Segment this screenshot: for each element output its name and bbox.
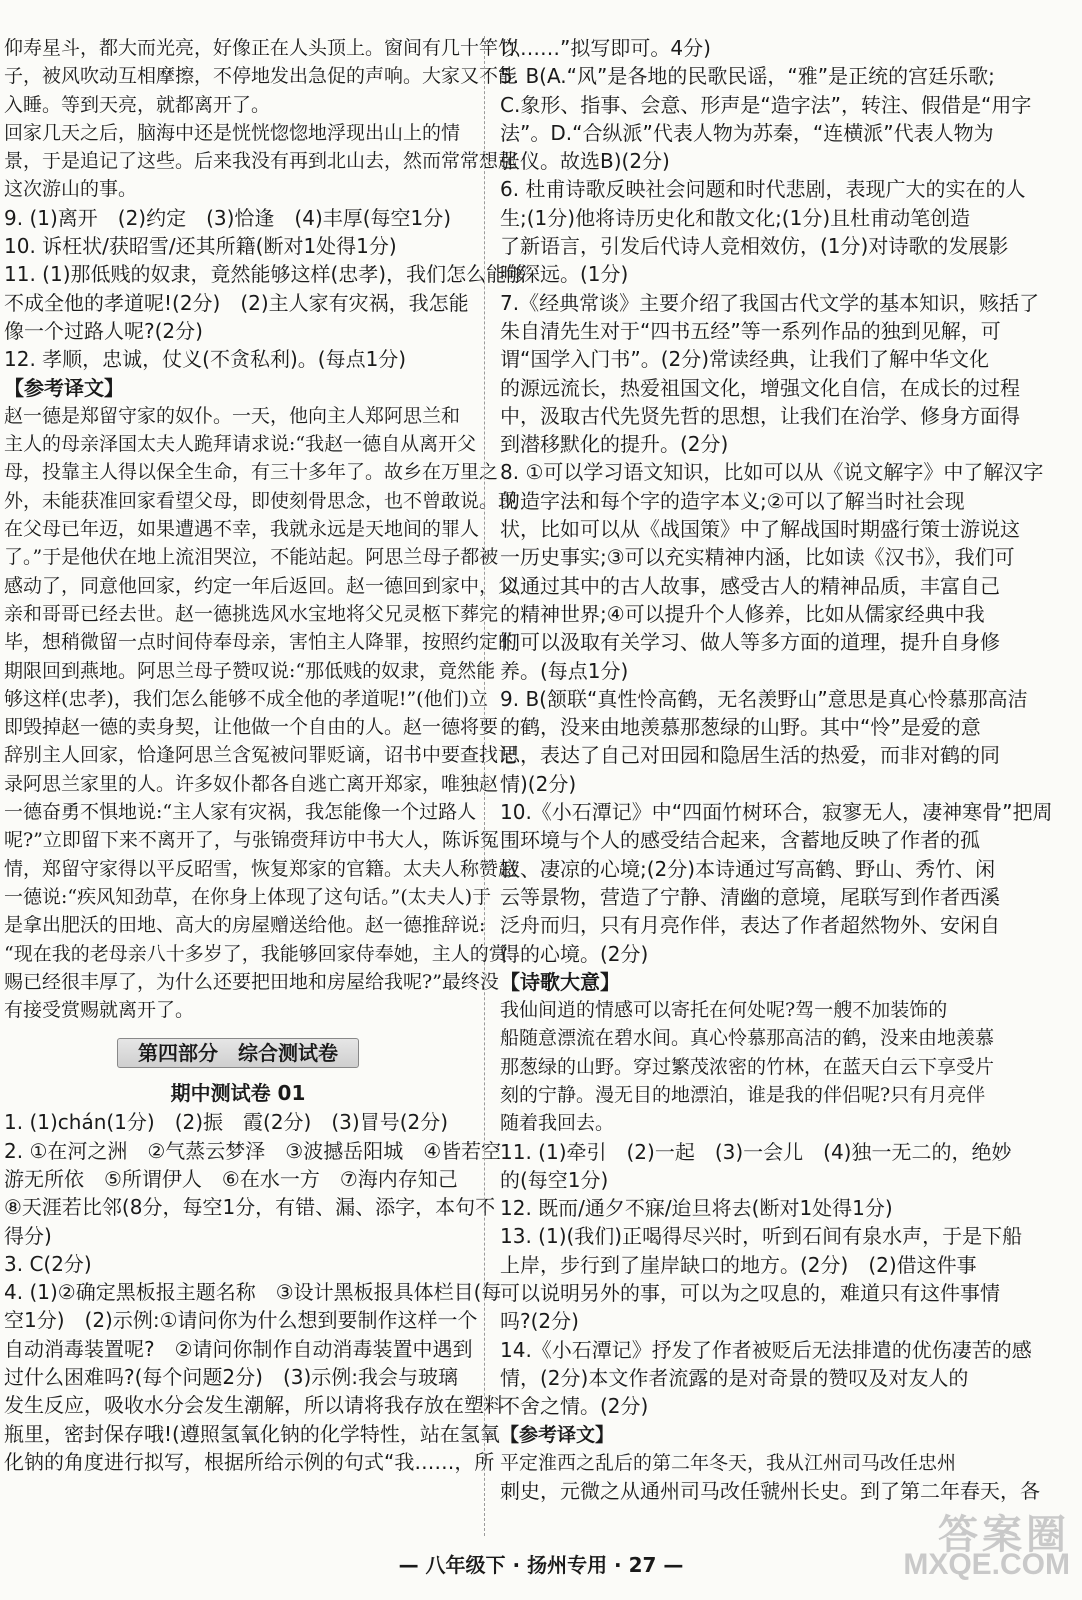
text-line: 14.《小石潭记》抒发了作者被贬后无法排遣的优伤凄苦的感 <box>500 1337 1032 1362</box>
text-line: 的造字法和每个字的造字本义;②可以了解当时社会现 <box>500 488 965 513</box>
text-line: C.象形、指事、会意、形声是“造字法”，转注、假借是“用字 <box>500 92 1032 117</box>
text-line: 的(每空1分) <box>500 1167 609 1192</box>
text-line: 到潜移默化的提升。(2分) <box>500 432 729 457</box>
text-line: 的鹤，没来由地羡慕那葱绿的山野。其中“怜”是爱的意 <box>500 715 981 740</box>
text-line: 我仙间逍的情感可以寄托在何处呢?驾一艘不加装饰的 <box>500 999 948 1022</box>
text-line: 寂、凄凉的心境;(2分)本诗通过写高鹤、野山、秀竹、闲 <box>500 856 996 881</box>
text-line: 11. (1)牵引 (2)一起 (3)一会儿 (4)独一无二的，绝妙 <box>500 1139 1012 1164</box>
text-line: 状，比如可以从《战国策》中了解战国时期盛行策士游说这 <box>500 517 1020 542</box>
text-line: 辞别主人回家，恰逢阿思兰含冤被问罪贬谪，诏书中要查找记 <box>4 744 518 767</box>
text-line: 张仪。故选B)(2分) <box>500 149 670 174</box>
text-line: 6. 杜甫诗歌反映社会问题和时代悲剧，表现广大的实在的人 <box>500 177 1026 202</box>
text-line: 的精神世界;④可以提升个人修养，比如从儒家经典中我 <box>500 601 985 626</box>
text-line: 以通过其中的古人故事，感受古人的精神品质，丰富自己 <box>500 573 1000 598</box>
text-line: 情，(2分)本文作者流露的是对奇景的赞叹及对友人的 <box>500 1365 969 1390</box>
text-line: 10.《小石潭记》中“四面竹树环合，寂寥无人，凄神寒骨”把周 <box>500 800 1053 825</box>
text-line: 一历史事实;③可以充实精神内涵，比如读《汉书》，我们可 <box>500 545 1015 570</box>
text-line: 瓶里，密封保存哦!(遵照氢氧化钠的化学特性，站在氢氧 <box>4 1421 500 1446</box>
text-line: 感动了，同意他回家，约定一年后返回。赵一德回到家中，父 <box>4 574 518 597</box>
text-line: 在父母已年迈，如果遭遇不幸，我就永远是天地间的罪人 <box>4 518 480 541</box>
text-line: 云等景物，营造了宁静、清幽的意境，尾联写到作者西溪 <box>500 884 1000 909</box>
text-line: 11. (1)那低贱的奴隶，竟然能够这样(忠孝)，我们怎么能够 <box>4 262 527 287</box>
text-line: 这次游山的事。 <box>4 178 138 201</box>
section-banner: 第四部分 综合测试卷 <box>117 1038 359 1068</box>
text-line: 一德说:“疾风知劲草，在你身上体现了这句话。”(太夫人)于 <box>4 885 492 908</box>
text-line: 赐已经很丰厚了，为什么还要把田地和房屋给我呢?”最终没 <box>4 970 499 993</box>
text-line: 刻的宁静。漫无目的地漂泊，谁是我的伴侣呢?只有月亮伴 <box>500 1083 986 1106</box>
watermark-url: MXQE.COM <box>903 1548 1070 1581</box>
text-line: 法”。D.“合纵派”代表人物为苏秦，“连横派”代表人物为 <box>500 120 994 145</box>
text-line: 过什么困难吗?(每个问题2分) (3)示例:我会与玻璃 <box>4 1365 459 1390</box>
page-footer: — 八年级下 · 扬州专用 · 27 — <box>398 1553 684 1577</box>
text-line: 谓“国学入门书”。(2分)常读经典，让我们了解中华文化 <box>500 347 990 372</box>
text-line: 毕，想稍微留一点时间侍奉母亲，害怕主人降罪，按照约定的 <box>4 631 518 654</box>
text-line: 够这样(忠孝)，我们怎么能够不成全他的孝道呢!”(他们)立 <box>4 687 489 710</box>
text-line: 亲和哥哥已经去世。赵一德挑选风水宝地将父兄灵柩下葬完 <box>4 602 499 625</box>
text-line: 是拿出肥沃的田地、高大的房屋赠送给他。赵一德推辞说: <box>4 914 486 937</box>
text-line: 情)(2分) <box>500 771 577 796</box>
text-line: 8. ①可以学习语文知识，比如可以从《说文解字》中了解汉字 <box>500 460 1044 485</box>
text-line: 自动消毒装置呢? ②请问你制作自动消毒装置中遇到 <box>4 1336 473 1361</box>
text-line: 生;(1分)他将诗历史化和散文化;(1分)且杜甫动笔创造 <box>500 205 971 230</box>
text-line: 录阿思兰家里的人。许多奴仆都各自逃亡离开郑家，唯独赵 <box>4 772 499 795</box>
text-line: 随着我回去。 <box>500 1112 615 1135</box>
text-line: 中，汲取古代先贤先哲的思想，让我们在治学、修身方面得 <box>500 403 1020 428</box>
text-line: 游无所依 ⑤所谓伊人 ⑥在水一方 ⑦海内存知己 <box>4 1166 458 1191</box>
text-line: 得分) <box>4 1223 52 1248</box>
text-line: 思，表达了自己对田园和隐居生活的热爱，而非对鹤的同 <box>500 743 1000 768</box>
section-heading: 【参考译文】 <box>4 375 124 400</box>
text-line: 可以说明另外的事，可以为之叹息的，难道只有这件事情 <box>500 1281 1000 1306</box>
text-line: 那葱绿的山野。穿过繁茂浓密的竹林，在蓝天白云下享受片 <box>500 1055 995 1078</box>
text-line: 12. 既而/通夕不寐/迨旦将去(断对1处得1分) <box>500 1196 893 1221</box>
text-line: 化钠的角度进行拟写，根据所给示例的句式“我……，所 <box>4 1449 495 1474</box>
text-line: 不舍之情。(2分) <box>500 1394 649 1419</box>
section-heading: 【参考译文】 <box>500 1423 615 1446</box>
text-line: 泛舟而归，只有月亮作伴，表达了作者超然物外、安闲自 <box>500 913 1000 938</box>
text-line: 刺史，元微之从通州司马改任虢州长史。到了第二年春天，各 <box>500 1479 1040 1504</box>
text-line: 1. (1)chán(1分) (2)振 霞(2分) (3)冒号(2分) <box>4 1110 449 1135</box>
text-line: 4. (1)②确定黑板报主题名称 ③设计黑板报具体栏目(每 <box>4 1280 502 1305</box>
text-line: 上岸，步行到了崖岸缺口的地方。(2分) (2)借这件事 <box>500 1252 977 1277</box>
text-line: 有接受赏赐就离开了。 <box>4 999 195 1022</box>
text-line: 朱自清先生对于“四书五经”等一系列作品的独到见解，可 <box>500 318 1001 343</box>
watermark-logo <box>903 1513 1070 1581</box>
text-line: “现在我的老母亲八十多岁了，我能够回家侍奉她，主人的赏 <box>4 942 508 965</box>
text-line: 主人的母亲泽国太夫人跪拜请求说:“我赵一德自从离开父 <box>4 433 477 456</box>
text-line: 不成全他的孝道呢!(2分) (2)主人家有灾祸，我怎能 <box>4 290 469 315</box>
text-line: 子，被风吹动互相摩擦，不停地发出急促的声响。大家又不能 <box>4 65 518 88</box>
text-line: 仰寿星斗，都大而光亮，好像正在人头顶上。窗间有几十竿竹 <box>4 37 518 59</box>
text-line: 空1分) (2)示例:①请问你为什么想到要制作这样一个 <box>4 1308 478 1333</box>
column-divider <box>484 36 485 1536</box>
text-line: 呢?”立即留下来不离开了，与张锦赍拜访中书大人，陈诉冤 <box>4 829 499 852</box>
text-line: 一德奋勇不惧地说:“主人家有灾祸，我怎能像一个过路人 <box>4 801 477 824</box>
text-line: 入睡。等到天亮，就都离开了。 <box>4 93 271 116</box>
text-line: 回家几天之后，脑海中还是恍恍惚惚地浮现出山上的情 <box>4 121 461 144</box>
text-line: 景，于是追记了这些。后来我没有再到北山去，然而常常想起 <box>4 150 518 173</box>
text-line: 响深远。(1分) <box>500 262 629 287</box>
text-line: 围环境与个人的感受结合起来，含蓄地反映了作者的孤 <box>500 828 980 853</box>
text-line: 9. (1)离开 (2)约定 (3)恰逢 (4)丰厚(每空1分) <box>4 205 452 230</box>
text-line: 外，未能获准回家看望父母，即使刻骨思念，也不曾敢说。现 <box>4 489 518 512</box>
watermark-title: 答案圈 <box>938 1513 1070 1557</box>
text-line: 期限回到燕地。阿思兰母子赞叹说:“那低贱的奴隶，竟然能 <box>4 659 496 682</box>
text-line: 船随意漂流在碧水间。真心怜慕那高洁的鹤，没来由地羡慕 <box>500 1027 995 1050</box>
text-line: 像一个过路人呢?(2分) <box>4 318 203 343</box>
text-line: 平定淮西之乱后的第二年冬天，我从江州司马改任忠州 <box>500 1451 957 1474</box>
text-line: 母，投靠主人得以保全生命，有三十多年了。故乡在万里之 <box>4 461 499 484</box>
text-line: 即毁掉赵一德的卖身契，让他做一个自由的人。赵一德将要 <box>4 716 499 739</box>
text-line: 3. C(2分) <box>4 1251 92 1276</box>
text-line: 得的心境。(2分) <box>500 941 649 966</box>
right-column <box>500 34 1053 1505</box>
text-line: ⑧天涯若比邻(8分，每空1分，有错、漏、添字，本句不 <box>4 1195 496 1220</box>
text-line: 的源远流长，热爱祖国文化，增强文化自信，在成长的过程 <box>500 375 1020 400</box>
text-line: 们可以汲取有关学习、做人等多方面的道理，提升自身修 <box>500 630 1000 655</box>
text-line: 7.《经典常谈》主要介绍了我国古代文学的基本知识，赅括了 <box>500 290 1040 315</box>
section-heading: 【诗歌大意】 <box>500 969 620 994</box>
text-line: 5. B(A.“风”是各地的民歌民谣，“雅”是正统的宫廷乐歌; <box>500 64 995 89</box>
text-line: 2. ①在河之洲 ②气蒸云梦泽 ③波撼岳阳城 ④皆若空 <box>4 1138 502 1163</box>
left-column <box>4 34 527 1476</box>
text-line: 9. B(颔联“真性怜高鹤，无名羡野山”意思是真心怜慕那高洁 <box>500 686 1028 711</box>
text-line: 发生反应，吸收水分会发生潮解，所以请将我存放在塑料 <box>4 1393 504 1418</box>
test-title: 期中测试卷 01 <box>170 1081 306 1106</box>
text-line: 情，郑留守家得以平反昭雪，恢复郑家的官籍。太夫人称赞赵 <box>4 857 518 880</box>
text-line: 吗?(2分) <box>500 1309 579 1334</box>
text-line: 了新语言，引发后代诗人竞相效仿，(1分)对诗歌的发展影 <box>500 234 1009 259</box>
text-line: 10. 诉枉状/获昭雪/还其所籍(断对1处得1分) <box>4 234 397 259</box>
text-line: 了。”于是他伏在地上流泪哭泣，不能站起。阿思兰母子都被 <box>4 546 499 569</box>
text-line: 以……”拟写即可。4分) <box>500 36 711 60</box>
text-line: 赵一德是郑留守家的奴仆。一天，他向主人郑阿思兰和 <box>4 404 461 427</box>
text-line: 13. (1)(我们)正喝得尽兴时，听到石间有泉水声，于是下船 <box>500 1224 1023 1249</box>
text-line: 12. 孝顺，忠诚，仗义(不贪私利)。(每点1分) <box>4 347 407 372</box>
text-line: 养。(每点1分) <box>500 658 629 683</box>
